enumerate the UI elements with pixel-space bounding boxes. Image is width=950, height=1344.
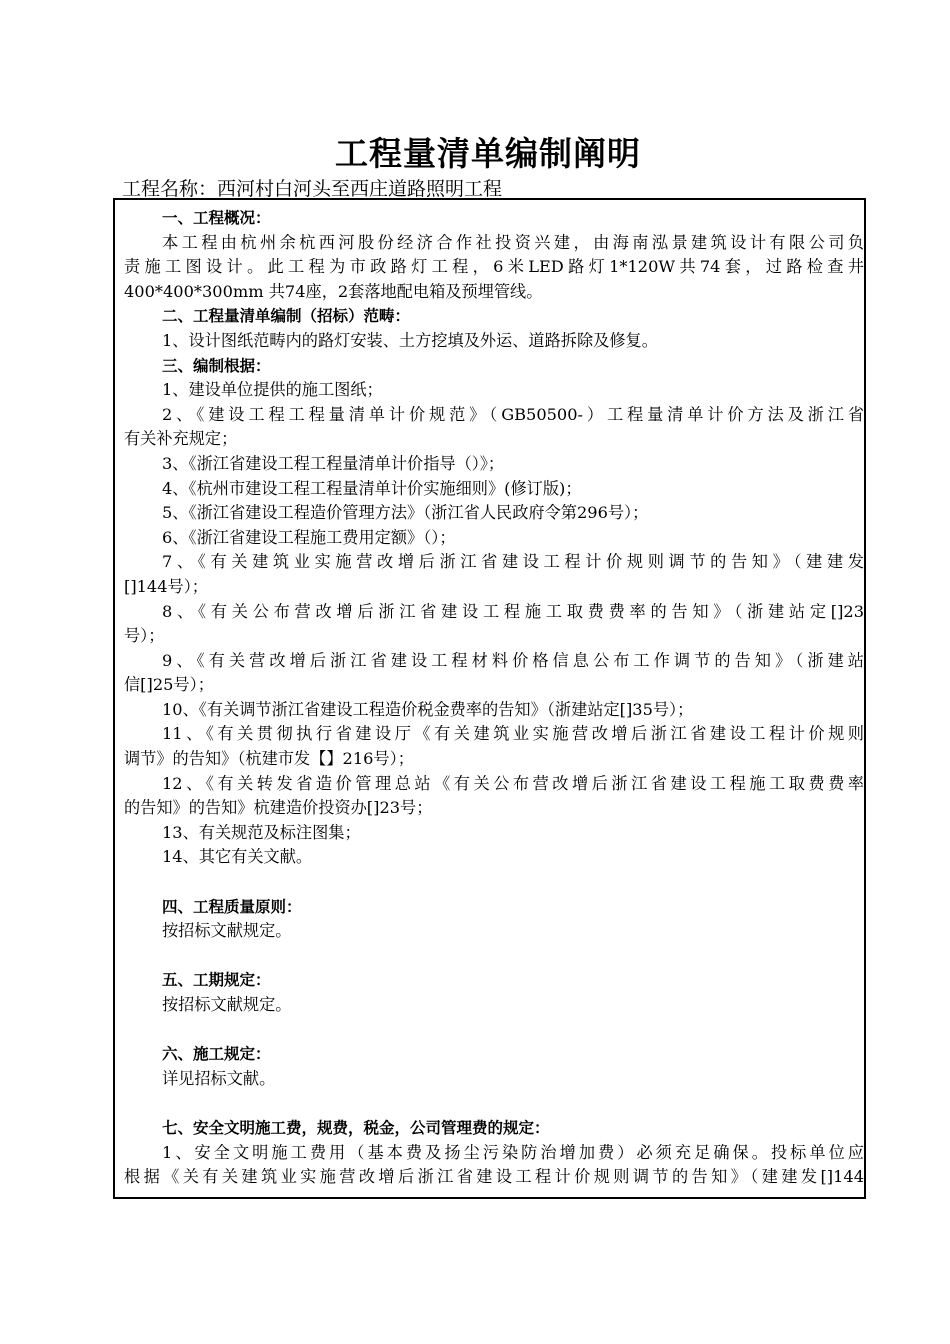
section-4-text: 按招标文献规定。: [162, 921, 292, 941]
basis-item: 5、《浙江省建设工程造价管理方法》（浙江省人民政府令第296号）；: [162, 503, 649, 523]
basis-item: 9、《有关营改增后浙江省建设工程材料价格信息公布工作调节的告知》（浙建站: [162, 650, 864, 670]
section-1-heading: 一、工程概况：: [162, 209, 271, 227]
spacer: [124, 1091, 864, 1116]
basis-item: 信[]25号）；: [124, 675, 214, 695]
section-3-heading: 三、编制根据：: [162, 356, 271, 375]
basis-item: 4、《杭州市建设工程工程量清单计价实施细则》(修订版)；: [162, 478, 582, 498]
content-frame: [113, 198, 866, 1199]
basis-item: []144号）；: [124, 576, 208, 596]
spacer: [124, 870, 864, 895]
section-2-heading: 二、工程量清单编制（招标）范畴：: [162, 307, 411, 326]
basis-item: 号）；: [124, 626, 165, 646]
basis-item: 11、《有关贯彻执行省建设厅《有关建筑业实施营改增后浙江省建设工程计价规则: [162, 724, 864, 744]
basis-item: 2、《建设工程工程量清单计价规范》（GB50500-）工程量清单计价方法及浙江省: [162, 404, 864, 424]
page-title: 工程量清单编制阐明: [335, 134, 641, 173]
section-6-text: 详见招标文献。: [162, 1068, 276, 1088]
document-body: [124, 206, 864, 1190]
basis-item: 有关补充规定；: [124, 429, 238, 449]
section-2-text: 1、设计图纸范畴内的路灯安装、土方挖填及外运、道路拆除及修复。: [162, 330, 658, 350]
basis-item: 8、《有关公布营改增后浙江省建设工程施工取费费率的告知》（浙建站定[]23: [162, 601, 864, 621]
section-4-heading: 四、工程质量原则：: [162, 897, 302, 916]
project-name: 工程名称：西河村白河头至西庄道路照明工程: [122, 178, 503, 200]
basis-item: 10、《有关调节浙江省建设工程造价税金费率的告知》（浙建站定[]35号）；: [162, 699, 694, 719]
basis-item: 12、《有关转发省造价管理总站《有关公布营改增后浙江省建设工程施工取费费率: [162, 773, 864, 793]
basis-item: 的告知》的告知》杭建造价投资办[]23号；: [124, 798, 433, 818]
basis-item: 1、建设单位提供的施工图纸；: [162, 380, 383, 400]
basis-item: 14、其它有关文献。: [162, 847, 313, 867]
section-1-text: 400*400*300mm 共74座，2套落地配电箱及预埋管线。: [124, 281, 543, 301]
spacer: [124, 1018, 864, 1043]
basis-item: 13、有关规范及标注图集；: [162, 822, 361, 842]
section-1-text: 本工程由杭州余杭西河股份经济合作社投资兴建，由海南泓景建筑设计有限公司负: [162, 232, 864, 252]
spacer: [124, 944, 864, 969]
basis-item: 3、《浙江省建设工程工程量清单计价指导（）》；: [162, 453, 505, 473]
section-7-text: 1、安全文明施工费用（基本费及扬尘污染防治增加费）必须充足确保。投标单位应: [162, 1142, 864, 1162]
section-7-heading: 七、安全文明施工费，规费，税金，公司管理费的规定：: [162, 1118, 550, 1137]
section-1-text: 责施工图设计。此工程为市政路灯工程，6米LED路灯1*120W共74套，过路检查井: [124, 257, 864, 277]
basis-item: 6、《浙江省建设工程施工费用定额》（）；: [162, 527, 456, 547]
basis-item: 调节》的告知》（杭建市发【】216号）；: [124, 749, 414, 769]
section-5-heading: 五、工期规定：: [162, 971, 271, 990]
basis-item: 7、《有关建筑业实施营改增后浙江省建设工程计价规则调节的告知》（建建发: [162, 552, 864, 572]
section-7-text: 根据《关有关建筑业实施营改增后浙江省建设工程计价规则调节的告知》（建建发[]144: [124, 1167, 864, 1187]
section-6-heading: 六、施工规定：: [162, 1045, 271, 1064]
section-5-text: 按招标文献规定。: [162, 995, 292, 1014]
